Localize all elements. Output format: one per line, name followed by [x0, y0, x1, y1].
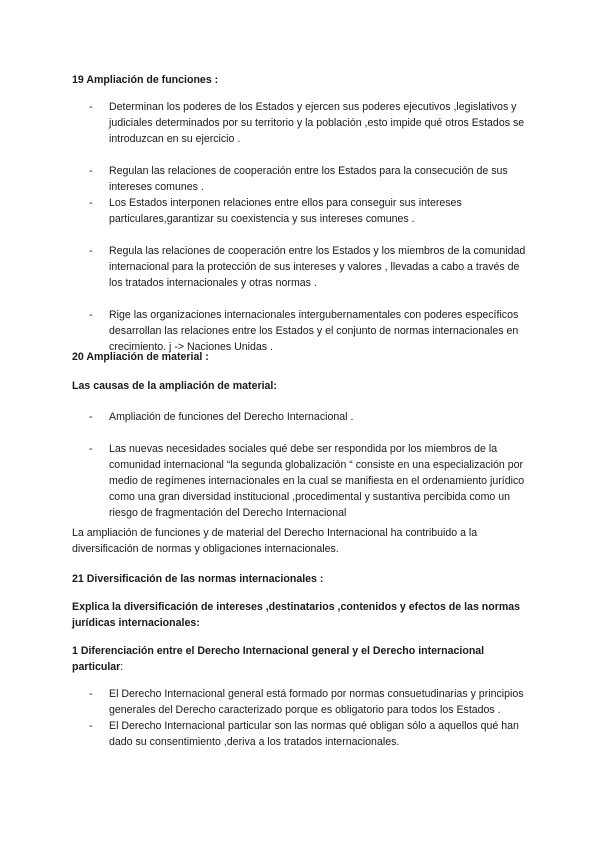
list-item-text: El Derecho Internacional general está formado por normas consuetudinarias y principios generales del Derecho caracterizado porque es obligatorio para todos los Estados . [109, 688, 524, 716]
list-item [72, 686, 532, 718]
list-item [72, 441, 532, 521]
section-21-list [72, 686, 532, 750]
section-20-subheading: Las causas de la ampliación de material: [72, 380, 277, 392]
point-title-text: 1 Diferenciación entre el Derecho Internacional general y el Derecho internacional particular [72, 645, 485, 673]
list-item-text: Ampliación de funciones del Derecho Internacional . [109, 411, 354, 423]
bullet-dash: - [89, 443, 93, 455]
list-item [72, 307, 532, 355]
section-21-point-title [72, 643, 532, 675]
list-item [72, 409, 532, 425]
bullet-dash: - [89, 411, 93, 423]
list-item [72, 99, 532, 147]
list-item-text: Las nuevas necesidades sociales qué debe ser respondida por los miembros de la comunidad internacional “la segunda globalización “ consiste en una especialización por medio de regímenes internacionales en la cual se manifiesta en el ordenamiento jurídico como una gran diversidad institucional ,procedimental y sustantiva percibida como un riesgo de fragmentación del Derecho Internacional [109, 443, 525, 519]
section-20-heading: 20 Ampliación de material : [72, 351, 209, 363]
section-21-heading: 21 Diversificación de las normas internacionales : [72, 573, 324, 585]
bullet-dash: - [89, 688, 93, 700]
list-item [72, 718, 532, 750]
bullet-dash: - [89, 197, 93, 209]
list-item-text: Regula las relaciones de cooperación entre los Estados y los miembros de la comunidad internacional para la protección de sus intereses y valores , llevadas a cabo a través de los tratados internacionales y otras normas . [109, 245, 526, 289]
section-21-subheading: Explica la diversificación de intereses ,destinatarios ,contenidos y efectos de las normas jurídicas internacionales: [72, 601, 521, 629]
list-item-text: Rige las organizaciones internacionales intergubernamentales con poderes específicos desarrollan las relaciones entre los Estados y el conjunto de normas internacionales en crecimiento. j -> Naciones Unidas . [109, 309, 519, 353]
section-20-list [72, 409, 532, 521]
section-19-list [72, 99, 532, 355]
list-item [72, 163, 532, 195]
bullet-dash: - [89, 309, 93, 321]
bullet-dash: - [89, 245, 93, 257]
bullet-dash: - [89, 101, 93, 113]
list-item [72, 243, 532, 291]
list-item-text: Regulan las relaciones de cooperación entre los Estados para la consecución de sus intereses comunes . [109, 165, 508, 193]
list-item-text: El Derecho Internacional particular son las normas qué obligan sólo a aquellos qué han dado su consentimiento ,deriva a los tratados internacionales. [109, 720, 519, 748]
list-item-text: Determinan los poderes de los Estados y ejercen sus poderes ejecutivos ,legislativos y judiciales determinados por su territorio y la población ,esto impide qué otros Estados se introduzcan en su ejercicio . [109, 101, 525, 145]
point-title-colon: : [120, 661, 124, 673]
bullet-dash: - [89, 720, 93, 732]
list-item-text: Los Estados interponen relaciones entre ellos para conseguir sus intereses particulares,garantizar su coexistencia y sus intereses comunes . [109, 197, 462, 225]
section-20-paragraph: La ampliación de funciones y de material del Derecho Internacional ha contribuido a la diversificación de normas y obligaciones internacionales. [72, 527, 478, 555]
section-19-heading: 19 Ampliación de funciones : [72, 74, 219, 86]
bullet-dash: - [89, 165, 93, 177]
list-item [72, 195, 532, 227]
